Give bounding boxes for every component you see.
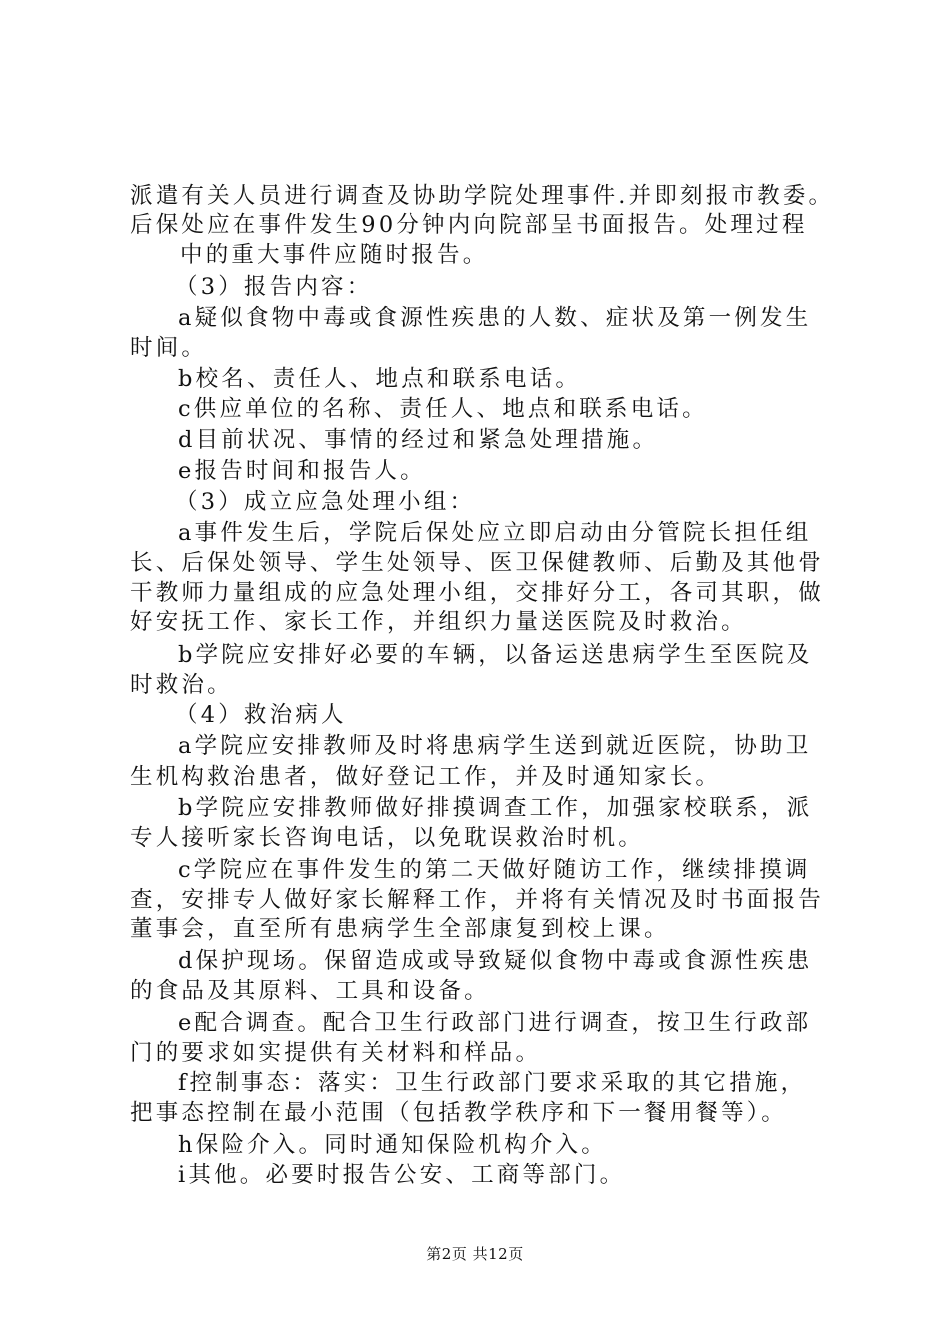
text-line-10: e报告时间和报告人。 xyxy=(178,458,426,484)
text-line-4: （3）报告内容： xyxy=(175,274,373,300)
text-line-17: 时救治。 xyxy=(130,672,233,698)
text-line-16: b学院应安排好必要的车辆，以备运送患病学生至医院及 xyxy=(178,642,813,668)
text-line-24: 查，安排专人做好家长解释工作，并将有关情况及时书面报告 xyxy=(130,887,824,913)
text-line-21: b学院应安排教师做好排摸调查工作，加强家校联系，派 xyxy=(178,795,813,821)
text-line-19: a学院应安排教师及时将患病学生送到就近医院，协助卫 xyxy=(178,733,812,759)
text-line-14: 干教师力量组成的应急处理小组，交排好分工，各司其职，做 xyxy=(130,580,824,606)
text-line-20: 生机构救治患者，做好登记工作，并及时通知家长。 xyxy=(130,764,722,790)
text-line-18: （4）救治病人 xyxy=(175,702,347,728)
text-line-3: 中的重大事件应随时报告。 xyxy=(180,242,489,268)
text-line-30: f控制事态：落实：卫生行政部门要求采取的其它措施， xyxy=(178,1070,807,1096)
text-line-6: 时间。 xyxy=(130,335,208,361)
text-line-2: 后保处应在事件发生90分钟内向院部呈书面报告。处理过程 xyxy=(130,212,808,238)
text-line-29: 门的要求如实提供有关材料和样品。 xyxy=(130,1040,542,1066)
text-line-7: b校名、责任人、地点和联系电话。 xyxy=(178,366,582,392)
text-line-25: 董事会，直至所有患病学生全部康复到校上课。 xyxy=(130,916,670,942)
text-line-23: c学院应在事件发生的第二天做好随访工作，继续排摸调 xyxy=(178,857,811,883)
text-line-31: 把事态控制在最小范围（包括教学秩序和下一餐用餐等）。 xyxy=(130,1100,787,1126)
text-line-32: h保险介入。同时通知保险机构介入。 xyxy=(178,1132,607,1158)
text-line-27: 的食品及其原料、工具和设备。 xyxy=(130,978,490,1004)
text-line-12: a事件发生后，学院后保处应立即启动由分管院长担任组 xyxy=(178,520,812,546)
text-line-33: i其他。必要时报告公安、工商等部门。 xyxy=(178,1162,626,1188)
text-line-15: 好安抚工作、家长工作，并组织力量送医院及时救治。 xyxy=(130,609,747,635)
text-line-1: 派遣有关人员进行调查及协助学院处理事件.并即刻报市教委。 xyxy=(130,183,835,209)
text-line-8: c供应单位的名称、责任人、地点和联系电话。 xyxy=(178,396,708,422)
text-line-28: e配合调查。配合卫生行政部门进行调查，按卫生行政部 xyxy=(178,1010,812,1036)
text-line-9: d目前状况、事情的经过和紧急处理措施。 xyxy=(178,427,659,453)
text-line-22: 专人接听家长咨询电话，以免耽误救治时机。 xyxy=(130,825,645,851)
page-number-footer: 第2页 共12页 xyxy=(426,1245,524,1263)
text-line-26: d保护现场。保留造成或导致疑似食物中毒或食源性疾患 xyxy=(178,948,813,974)
text-line-5: a疑似食物中毒或食源性疾患的人数、症状及第一例发生 xyxy=(178,305,812,331)
text-line-13: 长、后保处领导、学生处领导、医卫保健教师、后勤及其他骨 xyxy=(130,550,824,576)
text-line-11: （3）成立应急处理小组： xyxy=(175,489,476,515)
